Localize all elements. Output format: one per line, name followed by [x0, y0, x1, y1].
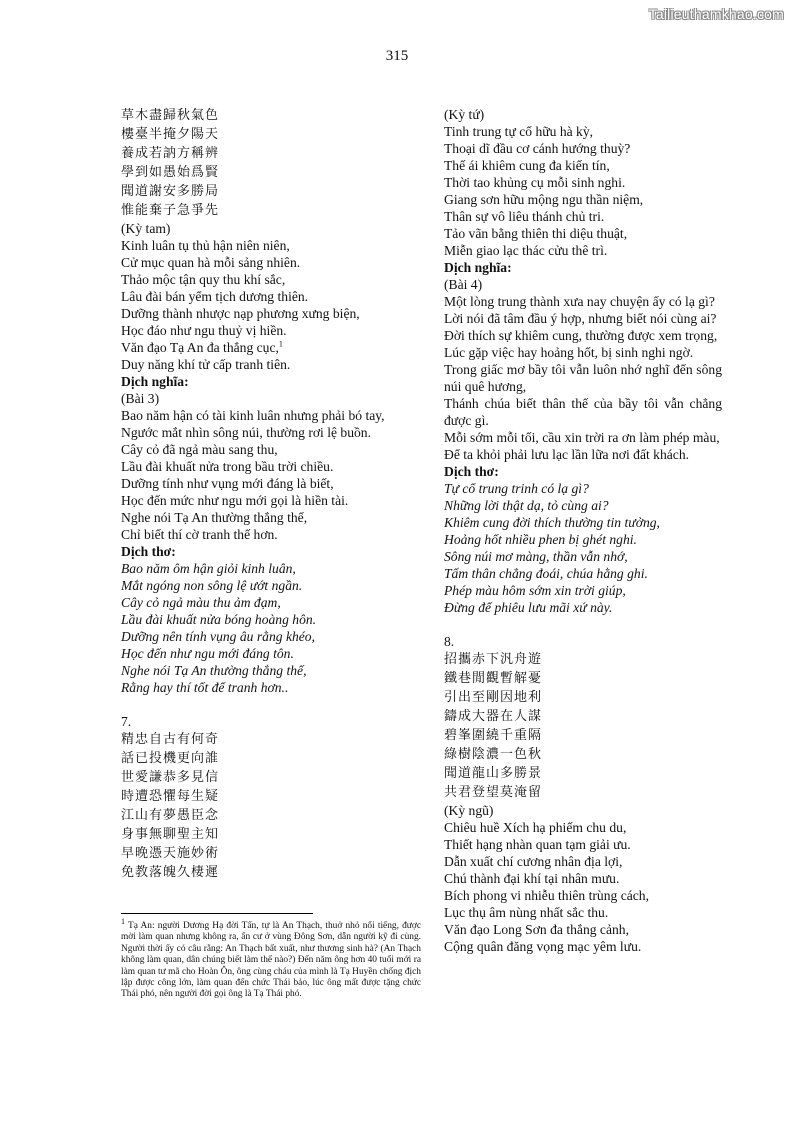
translation-line: Mỗi sớm mỗi tối, cầu xin trời ra ơn làm phép màu,	[444, 430, 720, 445]
verse-line: Hoảng hốt nhiều phen bị ghét nghi.	[444, 532, 637, 547]
verse-line: Bao năm ôm hận giỏi kinh luân,	[121, 561, 296, 576]
translation-line: Học đến mức như ngu mới gọi là hiền tài.	[121, 493, 349, 508]
section-label: (Kỳ tam)	[121, 221, 171, 236]
poem-line: Miễn giao lạc thác cửu thê trì.	[444, 243, 608, 258]
poem-line: Văn đạo Long Sơn đa thắng cảnh,	[444, 922, 629, 937]
translation-line: Thánh chúa biết thân thế của bầy tôi vẫn chẳng được gì.	[444, 396, 722, 428]
footnote-text: Tạ An: người Dương Hạ đời Tấn, tự là An Thạch, thuở nhỏ nổi tiếng, được mời làm quan nhưng không ra, ẩn cư ở vùng Đông Sơn, dẫn người kỹ đi cùng. Người thời ấy có câu rằng: An Thạch bất xuất, như thương sinh hà? (An Thạch không làm quan, dân chúng biết làm thế nào?) Đến năm ông hơn 40 tuổi mới ra làm quan tư mã cho Hoàn Ôn, ông cùng cháu của mình là Tạ Huyền chống địch lập được công lớn, làm quan đến chức Thái bảo, lúc ông mất được tặng chức Thái phó, nên người đời gọi ông là Tạ Thái phó.	[121, 921, 421, 1000]
footnote-divider	[121, 913, 313, 914]
translation-line: Cây cỏ đã ngả màu sang thu,	[121, 442, 278, 457]
poem-line: Cộng quân đăng vọng mạc yêm lưu.	[444, 939, 642, 954]
section-label: (Kỳ ngũ)	[444, 803, 494, 818]
cjk-line: 養成若訥方稱辨	[121, 146, 220, 161]
cjk-line: 樓臺半掩夕陽天	[121, 127, 220, 142]
poem-line-text: Văn đạo Tạ An đa thắng cục,	[121, 340, 279, 355]
cjk-line: 精忠自古有何奇	[121, 732, 220, 747]
cjk-line: 共君登望莫淹留	[444, 785, 543, 800]
poem-line: Lâu đài bán yểm tịch dương thiên.	[121, 289, 309, 304]
cjk-line: 免教落魄久棲遲	[121, 865, 220, 880]
verse-line: Lầu đài khuất nửa bóng hoàng hôn.	[121, 612, 317, 627]
footnote-number: 1	[121, 916, 125, 926]
cjk-line: 引出至剛因地利	[444, 690, 543, 705]
cjk-line: 早晚憑天施妙術	[121, 846, 220, 861]
cjk-line: 江山有夢愚臣念	[121, 808, 220, 823]
footnote	[121, 916, 421, 1001]
poem-line: Tinh trung tự cổ hữu hà kỳ,	[444, 124, 594, 139]
translation-line: Bao năm hận có tài kinh luân nhưng phải bó tay,	[121, 408, 385, 423]
cjk-line: 聞道龍山多勝景	[444, 766, 543, 781]
dich-tho-heading: Dịch thơ:	[444, 464, 499, 479]
poem-line	[121, 339, 421, 356]
poem-line: Thiết hạng nhàn quan tạm giải ưu.	[444, 837, 631, 852]
cjk-line: 招攜赤下汎舟遊	[444, 652, 543, 667]
left-column	[121, 106, 421, 882]
poem-number: 8.	[444, 634, 455, 649]
poem-line: Cử mục quan hà mỗi sảng nhiên.	[121, 255, 301, 270]
poem-line: Tảo vãn bằng thiên thi diệu thuật,	[444, 226, 628, 241]
poem-line: Dưỡng thành nhược nạp phương xưng biện,	[121, 306, 360, 321]
poem-line: Giang sơn hữu mộng ngu thần niệm,	[444, 192, 644, 207]
poem-line: Thời tao khủng cụ mỗi sinh nghi.	[444, 175, 626, 190]
cjk-line: 惟能棄子急爭先	[121, 203, 220, 218]
dich-nghia-heading: Dịch nghĩa:	[121, 374, 189, 389]
cjk-line: 時遭恐懼每生疑	[121, 789, 220, 804]
translation-line: Lầu đài khuất nửa trong bầu trời chiều.	[121, 459, 334, 474]
verse-line: Dưỡng nên tính vụng âu rằng khéo,	[121, 629, 316, 644]
translation-line: Một lòng trung thành xưa nay chuyện ấy có lạ gì?	[444, 294, 715, 309]
poem-line: Bích phong vi nhiễu thiên trùng cách,	[444, 888, 649, 903]
cjk-line: 草木盡歸秋氣色	[121, 108, 220, 123]
translation-line: Để ta khỏi phải lưu lạc lần lữa nơi đất khách.	[444, 447, 690, 462]
cjk-line: 學到如愚始爲賢	[121, 165, 220, 180]
cjk-line: 碧峯圍繞千重隔	[444, 728, 543, 743]
verse-line: Sông núi mơ màng, thần vẫn nhớ,	[444, 549, 628, 564]
translation-line: Dưỡng tính như vụng mới đáng là biết,	[121, 476, 334, 491]
verse-line: Tấm thân chẳng đoái, chúa hằng ghi.	[444, 566, 648, 581]
poem-line: Kinh luân tụ thủ hận niên niên,	[121, 238, 290, 253]
translation-line: Nghe nói Tạ An thường thắng thế,	[121, 510, 308, 525]
page-number: 315	[385, 48, 409, 64]
right-column	[444, 106, 722, 955]
section-label: (Kỳ tứ)	[444, 107, 485, 122]
cjk-line: 身事無聊聖主知	[121, 827, 220, 842]
verse-line: Cây cỏ ngả màu thu ảm đạm,	[121, 595, 281, 610]
footnote-marker[interactable]: 1	[278, 339, 283, 349]
translation-line: Lời nói đã tâm đầu ý hợp, nhưng biết nói cùng ai?	[444, 311, 717, 326]
translation-line: Ngước mắt nhìn sông núi, thường rơi lệ buồn.	[121, 425, 372, 440]
section-label: (Bài 3)	[121, 391, 160, 406]
cjk-line: 聞道謝安多勝局	[121, 184, 220, 199]
poem-line: Thân sự vô liêu thánh chủ tri.	[444, 209, 605, 224]
poem-line: Thảo mộc tận quy thu khí sắc,	[121, 272, 286, 287]
poem-line: Thoại dĩ đầu cơ cánh hướng thuỳ?	[444, 141, 631, 156]
verse-line: Phép màu hôm sớm xin trời giúp,	[444, 583, 626, 598]
poem-line: Học đáo như ngu thuỷ vị hiền.	[121, 323, 287, 338]
poem-line: Chú thành đại khí tại nhân mưu.	[444, 871, 620, 886]
translation-line: Chỉ biết thí cờ tranh thế hơn.	[121, 527, 278, 542]
verse-line: Nghe nói Tạ An thường thắng thế,	[121, 663, 307, 678]
dich-tho-heading: Dịch thơ:	[121, 544, 176, 559]
verse-line: Đừng để phiêu lưu mãi xứ này.	[444, 600, 613, 615]
section-label: (Bài 4)	[444, 277, 483, 292]
translation-line: Lúc gặp việc hay hoảng hốt, bị sinh nghi ngờ.	[444, 345, 694, 360]
verse-line: Học đến như ngu mới đáng tôn.	[121, 646, 294, 661]
poem-line: Chiêu huề Xích hạ phiếm chu du,	[444, 820, 627, 835]
verse-line: Khiêm cung đời thích thường tin tưởng,	[444, 515, 660, 530]
cjk-line: 話已投機更向誰	[121, 751, 220, 766]
cjk-line: 綠樹陰濃一色秋	[444, 747, 543, 762]
cjk-line: 鐵巷閒觀暫解憂	[444, 671, 543, 686]
watermark: Tailieuthamkhao.com	[648, 6, 784, 22]
verse-line: Tự cổ trung trinh có lạ gì?	[444, 481, 589, 496]
poem-line: Duy năng khí tử cấp tranh tiên.	[121, 357, 291, 372]
translation-line: Đời thích sự khiêm cung, thường được xem trọng,	[444, 328, 718, 343]
poem-number: 7.	[121, 714, 132, 729]
poem-line: Thế ái khiêm cung đa kiến tín,	[444, 158, 610, 173]
poem-line: Dẫn xuất chí cương nhân địa lợi,	[444, 854, 623, 869]
verse-line: Mắt ngóng non sông lệ ướt ngần.	[121, 578, 303, 593]
verse-line: Rằng hay thí tốt để tranh hơn..	[121, 680, 289, 695]
dich-nghia-heading: Dịch nghĩa:	[444, 260, 512, 275]
translation-line: Trong giấc mơ bầy tôi vẫn luôn nhớ nghĩ đến sông núi quê hương,	[444, 362, 722, 394]
verse-line: Những lời thật dạ, tỏ cùng ai?	[444, 498, 609, 513]
cjk-line: 世愛謙恭多見信	[121, 770, 220, 785]
cjk-line: 鑄成大器在人謀	[444, 709, 543, 724]
poem-line: Lục thụ âm nùng nhất sắc thu.	[444, 905, 609, 920]
